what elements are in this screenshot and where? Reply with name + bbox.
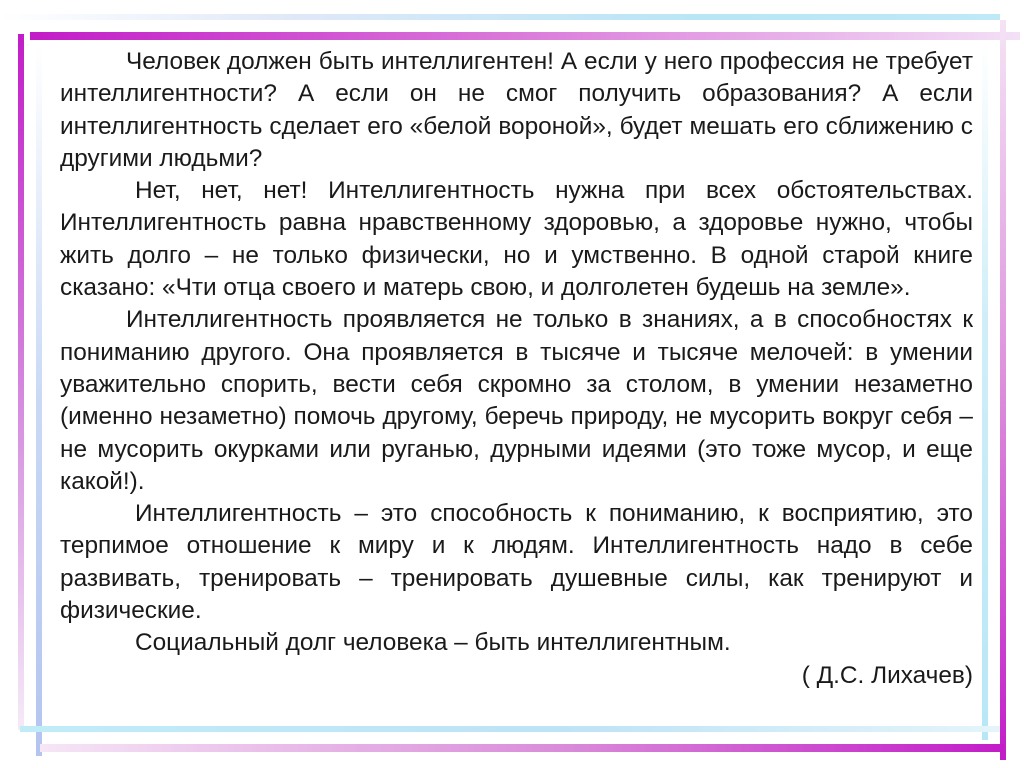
decor-bar-top-light xyxy=(0,14,1000,20)
quote-text-block xyxy=(60,46,973,692)
paragraph-2: Нет, нет, нет! Интеллигентность нужна при всех обстоятельствах. Интеллигентность равна нравственному здоровью, а здоровье нужно, чтобы жить долго – не только физически, но и умственно. В одной старой книге сказано: «Чти отца своего и матерь свою, и долголетен будешь на земле». xyxy=(60,177,973,302)
paragraph-3: Интеллигентность проявляется не только в знаниях, а в способностях к пониманию другого. Она проявляется в тысяче и тысяче мелочей: в умении уважительно спорить, вести себя скромно за столом, в умении незаметно (именно незаметно) помочь другому, беречь природу, не мусорить вокруг себя – не мусорить окурками или руганью, дурными идеями (это тоже мусор, и еще какой!). xyxy=(60,306,973,495)
decor-bar-right-magenta xyxy=(1000,20,1006,760)
decor-bar-left-magenta xyxy=(18,34,24,730)
decor-bar-bottom-blue xyxy=(20,726,1000,732)
paragraph-4: Интеллигентность – это способность к пониманию, к восприятию, это терпимое отношение к миру и к людям. Интеллигентность надо в себе развивать, тренировать – тренировать душевные силы, как тренируют и физические. xyxy=(60,500,973,625)
decor-bar-left-blue xyxy=(36,44,42,756)
decor-bar-top-magenta xyxy=(30,32,1020,40)
author-attribution: ( Д.С. Лихачев) xyxy=(801,661,973,689)
decor-bar-right-blue xyxy=(982,40,988,740)
paragraph-5: Социальный долг человека – быть интеллигентным. xyxy=(135,629,731,657)
decor-bar-bottom-magenta xyxy=(40,744,1004,752)
paragraph-1: Человек должен быть интеллигентен! А если у него профессия не требует интеллигентности? А если он не смог получить образования? А если интеллигентность сделает его «белой вороной», будет мешать его сближению с другими людьми? xyxy=(60,48,973,172)
